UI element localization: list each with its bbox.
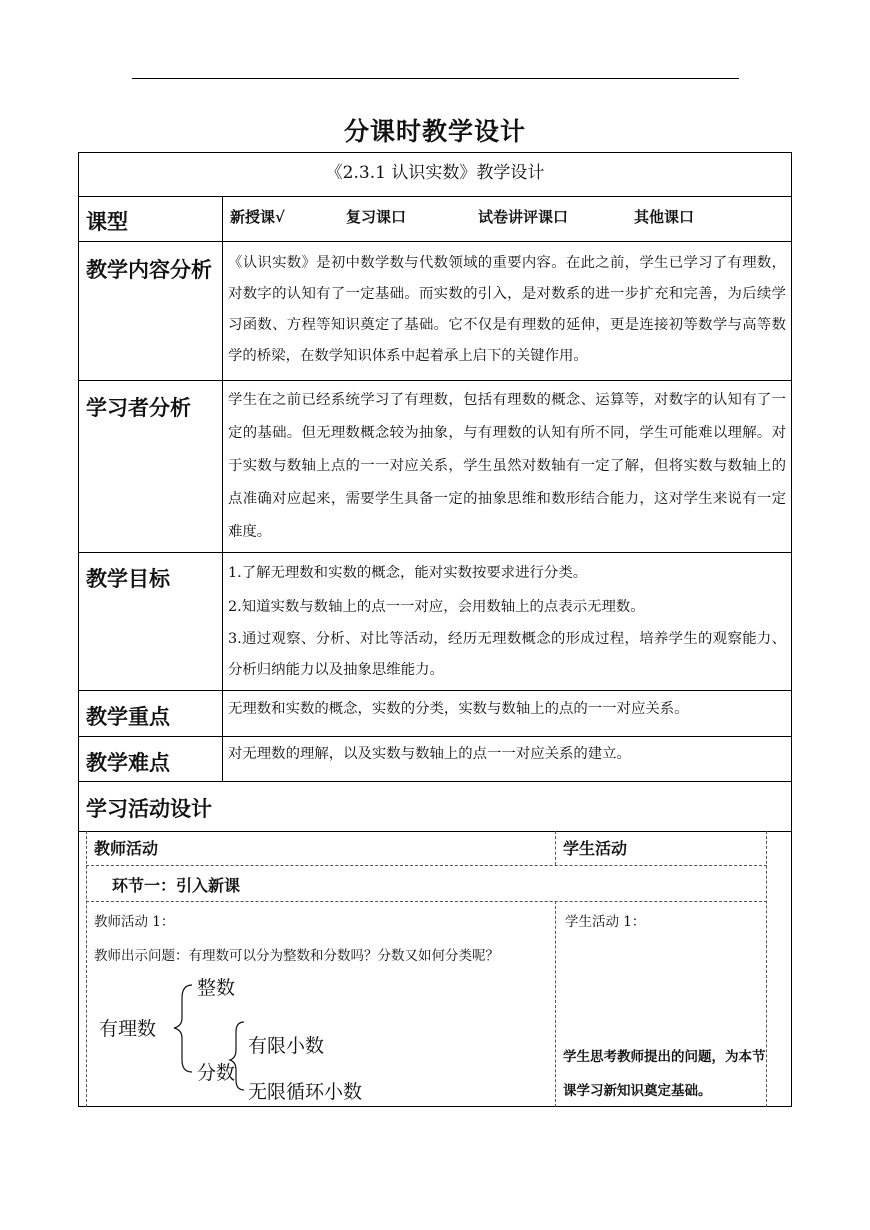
table-divider xyxy=(78,552,792,553)
tree-integer: 整数 xyxy=(197,977,236,999)
lesson-title: 《2.3.1 认识实数》教学设计 xyxy=(325,163,545,183)
teacher-activity-header: 教师活动 xyxy=(94,839,159,858)
difficulties-label: 教学难点 xyxy=(86,750,170,775)
lesson-type-test-review[interactable]: 试卷讲评课口 xyxy=(478,208,569,226)
lesson-type-label: 课型 xyxy=(86,209,128,234)
table-divider xyxy=(78,781,792,782)
activity-table-divider xyxy=(86,901,767,902)
tree-brace-icon xyxy=(170,980,250,1100)
difficulties-text: 对无理数的理解，以及实数与数轴上的点一一对应关系的建立。 xyxy=(228,746,631,762)
learner-analysis-text: 学生在之前已经系统学习了有理数，包括有理数的概念、运算等，对数字的认知有了一定的基础。但无理数概念较为抽象，与有理数的认知有所不同，学生可能难以理解。对于实数与数轴上点的一一对应关系，学生虽然对数轴有一定了解，但将实数与数轴上的点准确对应起来，需要学生具备一定的抽象思维和数形结合能力，这对学生来说有一定难度。 xyxy=(228,392,786,540)
tree-fraction: 分数 xyxy=(197,1062,236,1084)
content-analysis-text: 《认识实数》是初中数学数与代数领域的重要内容。在此之前，学生已学习了有理数，对数字的认知有了一定基础。而实数的引入，是对数系的进一步扩充和完善，为后续学习函数、方程等知识奠定了基础。它不仅是有理数的延伸，更是连接初等数学与高等数学的桥梁，在数学知识体系中起着承上启下的关键作用。 xyxy=(228,255,786,364)
content-analysis-label: 教学内容分析 xyxy=(86,257,212,282)
objective-item-3: 3.通过观察、分析、对比等活动，经历无理数概念的形成过程，培养学生的观察能力、分析归纳能力以及抽象思维能力。 xyxy=(228,631,786,678)
header-rule xyxy=(132,78,739,79)
tree-root: 有理数 xyxy=(99,1018,157,1040)
student-activity-note: 学生思考教师提出的问题，为本节课学习新知识奠定基础。 xyxy=(563,1049,766,1099)
learner-analysis-label: 学习者分析 xyxy=(86,395,191,420)
document-title: 分课时教学设计 xyxy=(343,117,526,146)
lesson-type-other[interactable]: 其他课口 xyxy=(634,208,695,226)
section-title: 环节一：引入新课 xyxy=(112,876,241,895)
column-divider xyxy=(222,196,223,781)
student-activity-header: 学生活动 xyxy=(563,839,628,858)
table-divider xyxy=(78,196,792,197)
key-points-label: 教学重点 xyxy=(86,704,170,729)
table-divider xyxy=(78,380,792,381)
objectives-label: 教学目标 xyxy=(86,566,170,591)
tree-repeating-decimal: 无限循环小数 xyxy=(248,1081,363,1103)
lesson-type-new[interactable]: 新授课√ xyxy=(230,208,285,226)
table-divider xyxy=(78,736,792,737)
student-activity-title: 学生活动 1： xyxy=(565,914,646,930)
table-divider xyxy=(78,690,792,691)
activity-column-divider xyxy=(555,831,556,865)
key-points-text: 无理数和实数的概念，实数的分类，实数与数轴上的点的一一对应关系。 xyxy=(228,701,689,717)
tree-finite-decimal: 有限小数 xyxy=(248,1035,325,1057)
table-divider xyxy=(78,241,792,242)
teacher-activity-title: 教师活动 1： xyxy=(94,914,175,930)
teacher-question: 教师出示问题：有理数可以分为整数和分数吗？分数又如何分类呢？ xyxy=(94,948,499,964)
objective-item-1: 1.了解无理数和实数的概念，能对实数按要求进行分类。 xyxy=(228,565,588,581)
activity-design-label: 学习活动设计 xyxy=(86,796,212,821)
lesson-type-review[interactable]: 复习课口 xyxy=(346,208,407,226)
objective-item-2: 2.知道实数与数轴上的点一一对应，会用数轴上的点表示无理数。 xyxy=(228,599,645,615)
activity-column-divider xyxy=(555,901,556,1107)
activity-table-divider xyxy=(86,865,767,866)
